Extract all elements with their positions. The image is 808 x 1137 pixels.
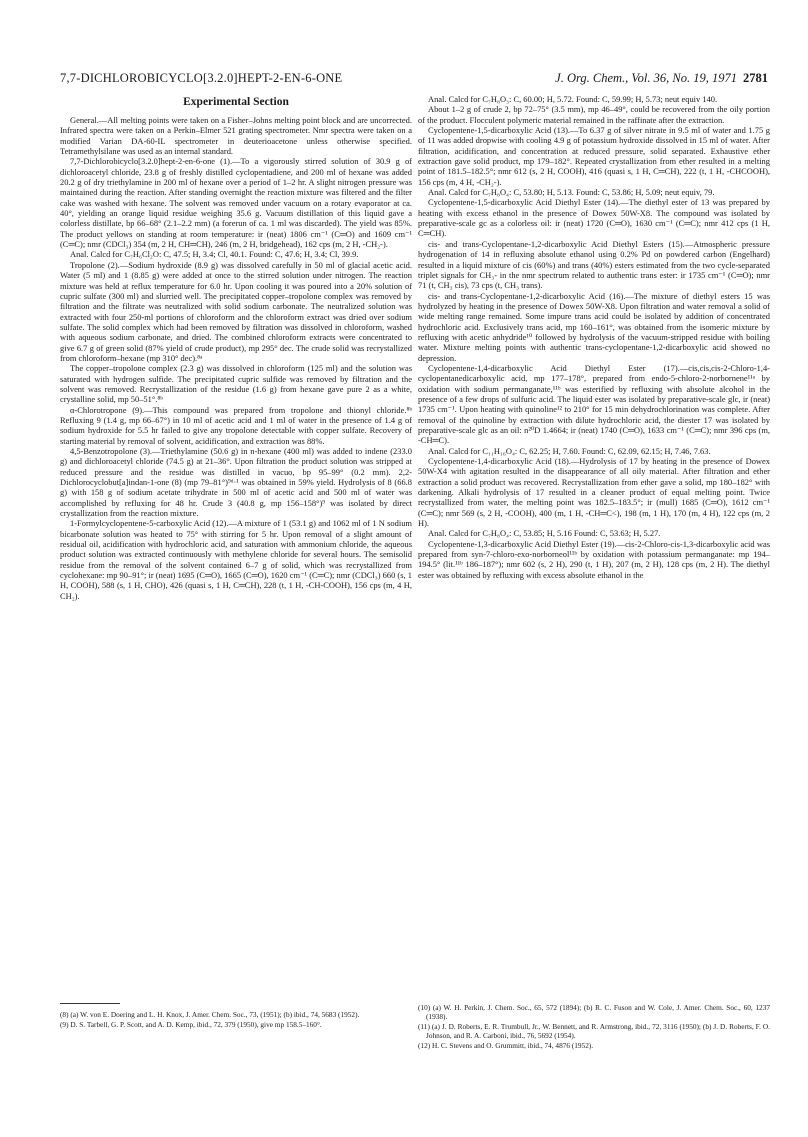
paragraph: 1-Formylcyclopentene-5-carboxylic Acid (12).—A mixture of 1 (53.1 g) and 1062 ml of 1 N sodium bicarbonate solution was heated to 75° with stirring for 5 hr. Upon removal of a slight amount of residual oil, acidification with hydrochloric acid, and saturation with ammonium chloride, the aqueous product solution was extracted continuously with methylene chloride for several hours. The semisolid residue from the removal of the solvent contained 6–7 g of solid, which was recrystallized from cyclohexane: mp 90–91°; ir (neat) 1695 (C═O), 1665 (C═O), 1620 cm⁻¹ (C═C); nmr (CDCl₃) 660 (s, 1 H, COOH), 588 (s, 1 H, CHO), 426 (quasi s, 1 H, C═CH), 228 (t, 1 H, -CH-COOH), 156 cps (m, 4 H, CH₂). [60,518,412,601]
paragraph: Anal. Calcd for C₁₁H₁₆O₄: C, 62.25; H, 7.60. Found: C, 62.09, 62.15; H, 7.46, 7.63. [428,445,711,456]
right-column [418,94,770,580]
paragraph: The copper–tropolone complex (2.3 g) was dissolved in chloroform (125 ml) and the solution was saturated with hydrogen sulfide. The precipitated cupric sulfide was removed by filtration and the solvent was removed. Recrystallization of the residue (1.6 g) from hexane gave pure 2 as a white, crystalline solid, mp 50–51°.⁸ᵇ [60,363,412,405]
paragraph: 7,7-Dichlorobicyclo[3.2.0]hept-2-en-6-one (1).—To a vigorously stirred solution of 30.9 g of dichloroacetyl chloride, 23.8 g of freshly distilled cyclopentadiene, and 200 ml of hexane was added 20.2 g of dry triethylamine in 200 ml of hexane over a period of 1–2 hr. A slight nitrogen pressure was maintained during the reaction. After standing overnight the reaction mixture was filtered and the filter cake was washed with hexane. The solvent was removed under vacuum on a rotary evaporator at ca. 40°, yielding an orange liquid residue weighing 35.6 g. Vacuum distillation of this liquid gave a colorless distillate, bp 66–68° (2.1–2.2 mm) (a forerun of ca. 1 ml was discarded). The yield was 85%. The product yellows on standing at room temperature: ir (neat) 1806 cm⁻¹ (C═O) and 1609 cm⁻¹ (C═C); nmr (CDCl₃) 354 (m, 2 H, CH═CH), 246 (m, 2 H, bridgehead), 162 cps (m, 2 H, -CH₂-). [60,156,412,250]
paragraph: Anal. Calcd for C₇H₈O₄: C, 53.80; H, 5.13. Found: C, 53.86; H, 5.09; neut equiv, 79. [428,187,715,198]
paragraph: Cyclopentene-1,5-dicarboxylic Acid Diethyl Ester (14).—The diethyl ester of 13 was prepared by heating with excess ethanol in the presence of Dowex 50W-X8. The compound was isolated by preparative-scale gc as a colorless oil: ir (neat) 1720 (C═O), 1630 cm⁻¹ (C═C); nmr 412 cps (1 H, C═CH). [418,197,770,239]
paragraph: General.—All melting points were taken on a Fisher–Johns melting point block and are uncorrected. Infrared spectra were taken on a Perkin–Elmer 521 grating spectrometer. Nmr spectra were taken on a modified Varian DA-60-IL spectrometer in deuterioacetone unless otherwise specified. Tetramethylsilane was used as an internal standard. [60,115,412,157]
footnotes-right [418,1003,770,1051]
footnote-list-left [60,1010,412,1029]
journal-citation: J. Org. Chem., Vol. 36, No. 19, 1971 [555,71,737,85]
paragraph: Anal. Calcd for C₇H₆Cl₂O: C, 47.5; H, 3.4; Cl, 40.1. Found: C, 47.6; H, 3.4; Cl, 39.9. [70,249,359,260]
paragraph: 4,5-Benzotropolone (3).—Triethylamine (50.6 g) in n-hexane (400 ml) was added to indene (233.0 g) and dichloroacetyl chloride (74.5 g) at 21–36°. Upon filtration the product solution was stripped at reduced pressure and the residue was distilled in vacuo, bp 95–99° (0.2 mm). 2,2-Dichlorocyclobut[a]indan-1-one (8) (mp 79–81°)⁹ᵈ·¹ was obtained in 59% yield. Hydrolysis of 8 (66.8 g) with 158 g of sodium acetate trihydrate in 500 ml of acetic acid and 500 ml of water was accomplished by refluxing for 48 hr. Crude 3 (40.8 g, mp 156–158°)⁹ was isolated by direct crystallization from the reaction mixture. [60,446,412,519]
footnote: (12) H. C. Stevens and O. Grummitt, ibid., 74, 4876 (1952). [418,1041,594,1050]
left-column [60,94,412,601]
paragraph: cis- and trans-Cyclopentane-1,2-dicarboxylic Acid (16).—The mixture of diethyl esters 15 was hydrolyzed by heating in the presence of Dowex 50W-X8. Upon filtration and water removal a solid of wide melting range remained. Some impure trans acid could be isolated by addition of concentrated hydrochloric acid. Exclusively trans acid, mp 160–161°, was obtained from the isomeric mixture by refluxing with acetic anhydride¹⁰ followed by hydrolysis of the vacuum-stripped residue with boiling water. Mixture melting points with authentic trans-cyclopentane-1,2-dicarboxylic acid showed no depression. [418,290,770,363]
running-header-left: 7,7-DICHLOROBICYCLO[3.2.0]HEPT-2-EN-6-ONE [60,71,343,85]
footnotes-left [60,1003,412,1030]
paragraph: Tropolone (2).—Sodium hydroxide (8.9 g) was dissolved carefully in 50 ml of glacial acetic acid. Water (5 ml) and 1 (8.85 g) were added at once to the stirred solution under nitrogen. The reaction mixture was held at reflux temperature for 6.0 hr. Upon cooling it was poured into a 20% solution of cupric sulfate (300 ml) and slurried well. The precipitated copper–tropolone complex was removed by filtration and the filtrate was neutralized with solid sodium carbonate. The neutralized solution was extracted with four 250-ml portions of chloroform and the chloroform extract was dried over sodium sulfate. The solid complex which had been removed by filtration was dissolved in chloroform, washed with aqueous sodium carbonate, and dried. The combined chloroform extracts were concentrated to give 6.7 g of green solid (87% yield of crude product), mp 295° dec. The crude solid was recrystallized from chloroform–hexane (mp 310° dec).⁸ᵃ [60,259,412,363]
paragraph: Cyclopentene-1,4-dicarboxylic Acid Diethyl Ester (17).—cis,cis,cis-2-Chloro-1,4-cyclopentanedicarboxylic acid, mp 177–178°, prepared from endo-5-chloro-2-norbornene¹¹ᵃ by oxidation with sodium permanganate,¹¹ᵇ was esterified by refluxing with absolute alcohol in the presence of a few drops of sulfuric acid. The liquid ester was isolated by preparative-scale glc, ir (neat) 1735 cm⁻¹. Upon heating with quinoline¹² to 210° for 15 min dehydrochlorination was complete. After removal of the quinoline by extraction with dilute hydrochloric acid, the diester 17 was isolated by preparative-scale glc as an oil: n²⁰D 1.4664; ir (neat) 1740 (C═O), 1633 cm⁻¹ (C═C); nmr 396 cps (m, -CH═C). [418,362,770,446]
right-paragraphs [418,94,770,580]
paragraph: cis- and trans-Cyclopentane-1,2-dicarboxylic Acid Diethyl Esters (15).—Atmospheric pressure hydrogenation of 14 in refluxing absolute ethanol using 0.2% Pd on powdered carbon (Engelhard) resulted in a liquid mixture of cis (60%) and trans (40%) esters estimated from the two cycle-separated triplet signals for CH₃- in the nmr spectrum related to authentic trans ester: ir 1735 cm⁻¹ (C═O); nmr 71 (t, CH₃ cis), 73 cps (t, CH₃ trans). [418,238,770,291]
footnote: (8) (a) W. von E. Doering and L. H. Knox, J. Amer. Chem. Soc., 73, (1951); (b) ibid., 74, 5683 (1952). [60,1010,360,1019]
left-paragraphs [60,115,412,601]
paragraph: Anal. Calcd for C₇H₈O₃: C, 60.00; H, 5.72. Found: C, 59.99; H, 5.73; neut equiv 140. [428,94,718,104]
footnote: (11) (a) J. D. Roberts, E. R. Trumbull, Jr., W. Bennett, and R. Armstrong, ibid., 72, 3116 (1950); (b) J. D. Roberts, F. O. Johnson, and R. A. Carboni, ibid., 76, 5692 (1954). [418,1022,770,1040]
paragraph: About 1–2 g of crude 2, bp 72–75° (3.5 mm), mp 46–49°, could be recovered from the oily portion of the product. Flocculent polymeric material remained in the raffinate after the extraction. [418,104,770,125]
footnote: (9) D. S. Tarbell, G. P. Scott, and A. D. Kemp, ibid., 72, 379 (1950), give mp 158.5–160°. [60,1020,322,1029]
paragraph: Cyclopentene-1,3-dicarboxylic Acid Diethyl Ester (19).—cis-2-Chloro-cis-1,3-dicarboxylic acid was prepared from syn-7-chloro-exo-norborneol¹¹ᵇ by oxidation with potassium permanganate: mp 194–194.5° (lit.¹¹ᵇ 186–187°); nmr 602 (s, 2 H), 290 (t, 1 H), 207 (m, 2 H), 128 cps (m, 2 H). The diethyl ester was obtained by refluxing with excess absolute ethanol in the [418,538,770,580]
paragraph: Cyclopentene-1,5-dicarboxylic Acid (13).—To 6.37 g of silver nitrate in 9.5 ml of water and 1.75 g of 11 was added dropwise with cooling 4.9 g of potassium hydroxide dissolved in 15 ml of water. After filtration, acidification, and concentration at reduced pressure, solid separated. Exhaustive ether extraction gave solid product, mp 179–182°. Repeated crystallization from ether resulted in a melting point of 181.5–182.5°; nmr 612 (s, 2 H, COOH), 416 (quasi s, 1 H, C═CH), 222 (t, 1 H, -CHCOOH), 156 cps (m, 4 H, -CH₂-). [418,125,770,187]
footnote-list-right [418,1003,770,1050]
paragraph: Anal. Calcd for C₇H₈O₄: C, 53.85; H, 5.16 Found: C, 53.63; H, 5.27. [428,528,661,539]
paragraph: Cyclopentene-1,4-dicarboxylic Acid (18).—Hydrolysis of 17 by heating in the presence of Dowex 50W-X4 with agitation resulted in the disappearance of all oily material. After filtration and ether extraction a solid product was recovered. Recrystallization from ether gave a solid, mp 180–182° with darkening. Alkali hydrolysis of 17 resulted in a cleaner product of equal melting point. Twice recrystallized from water, the melting point was 182.5–183.5°; ir (mull) 1685 (C═O), 1612 cm⁻¹ (C═C); nmr 569 (s, 2 H, -COOH), 400 (m, 1 H, -CH═C<), 198 (m, 1 H), 170 (m, 4 H), 122 cps (m, 2 H). [418,456,770,529]
footnote: (10) (a) W. H. Perkin, J. Chem. Soc., 65, 572 (1894); (b) R. C. Fuson and W. Cole, J. Amer. Chem. Soc., 60, 1237 (1938). [418,1003,770,1021]
running-header-right [482,71,768,86]
footnote-rule [60,1003,120,1004]
section-title: Experimental Section [183,96,289,108]
page-number: 2781 [743,71,768,85]
paragraph: α-Chlorotropone (9).—This compound was prepared from tropolone and thionyl chloride.⁸ᵇ Refluxing 9 (1.4 g, mp 66–67°) in 10 ml of acetic acid and 1 ml of water in the presence of 1.4 g of sodium hydroxide for 5.5 hr failed to give any tropolone detectable with copper sulfate. Recovery of starting material by removal of solvent, acidification, and extraction was 88%. [60,404,412,446]
